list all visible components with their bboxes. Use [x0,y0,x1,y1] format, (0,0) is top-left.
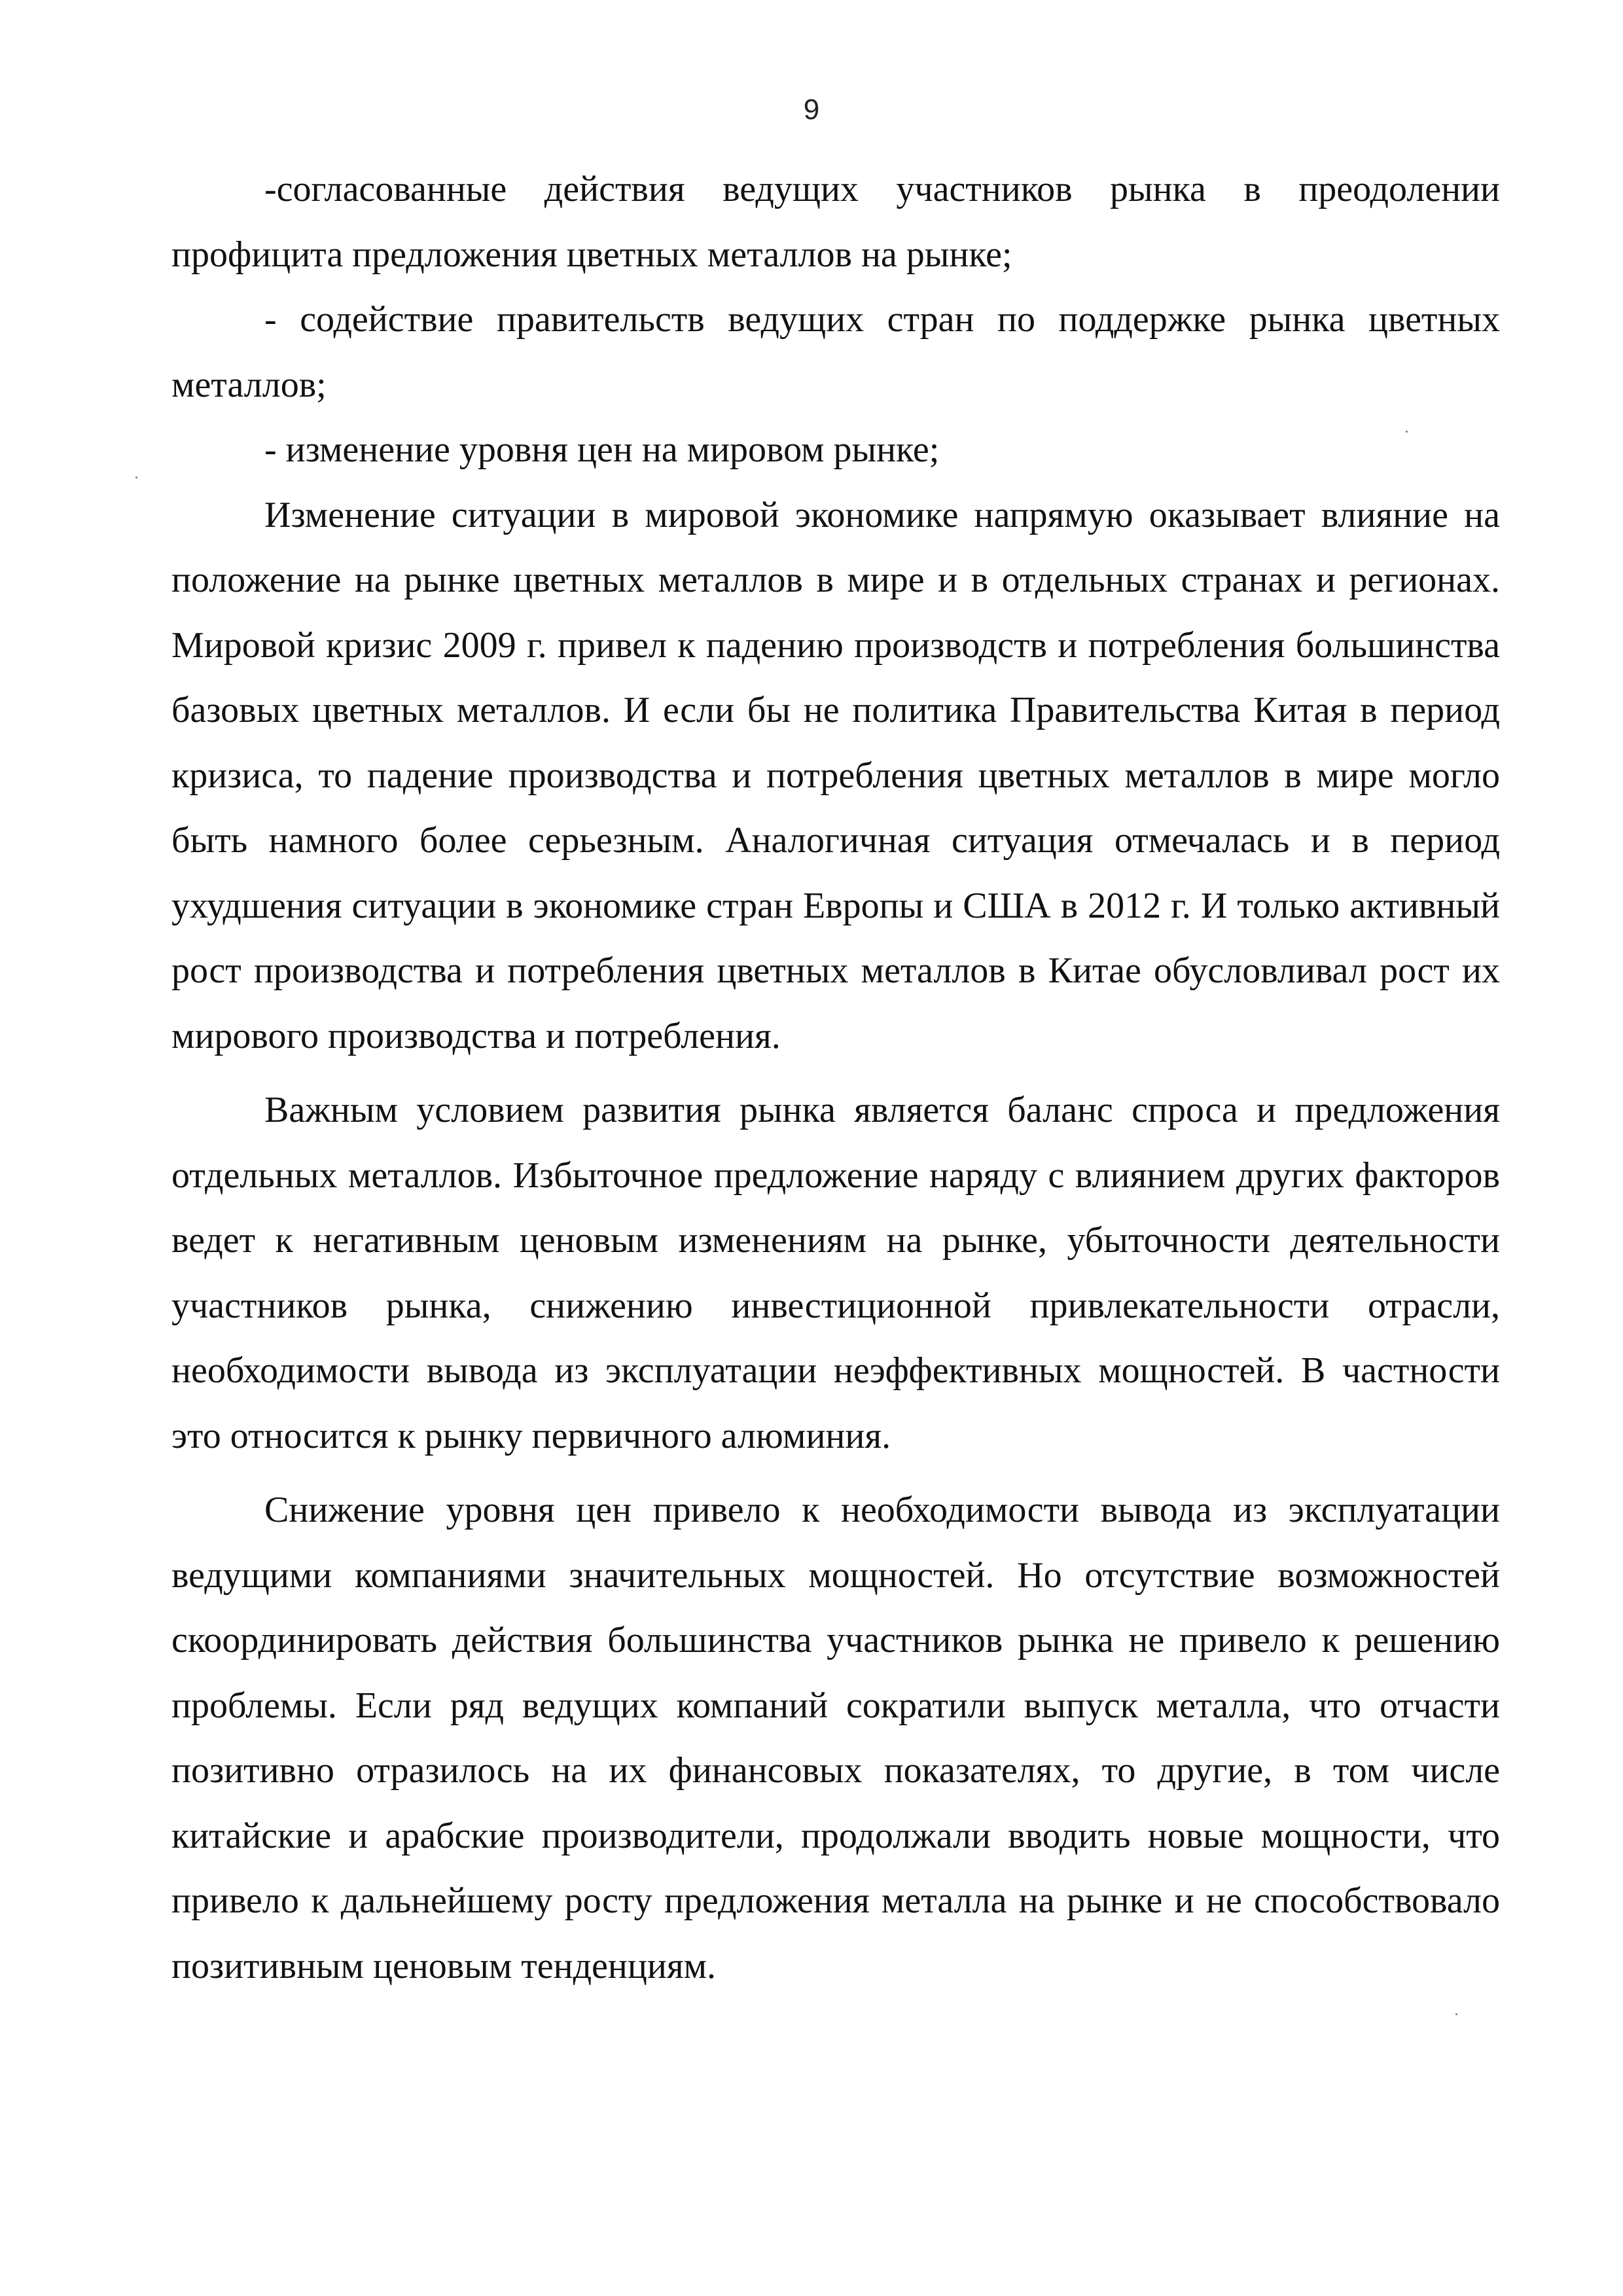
scan-speck [135,476,137,478]
page-number: 9 [803,94,820,126]
paragraph-supply-demand: Важным условием развития рынка является баланс спроса и предложения отдельных металлов. Избыточное предложение наряду с влиянием других факторов ведет к негативным ценовым изменениям на рынке, убыточности деятельности участников рынка, снижению инвестиционной привлекательности отрасли, необходимости вывода из эксплуатации неэффективных мощностей. В частности это относится к рынку первичного алюминия. [171,1090,1500,1456]
paragraph-price-decline: Снижение уровня цен привело к необходимости вывода из эксплуатации ведущими компаниями значительных мощностей. Но отсутствие возможностей скоординировать действия большинства участников рынка не привело к решению проблемы. Если ряд ведущих компаний сократили выпуск металла, что отчасти позитивно отразилось на их финансовых показателях, то другие, в том числе китайские и арабские производители, продолжали вводить новые мощности, что привело к дальнейшему росту предложения металла на рынке и не способствовало позитивным ценовым тенденциям. [171,1490,1500,1986]
paragraph-world-economy: Изменение ситуации в мировой экономике напрямую оказывает влияние на положение на рынке цветных металлов в мире и в отдельных странах и регионах. Мировой кризис 2009 г. привел к падению производств и потребления большинства базовых цветных металлов. И если бы не политика Правительства Китая в период кризиса, то падение производства и потребления цветных металлов в мире могло быть намного более серьезным. Аналогичная ситуация отмечалась и в период ухудшения ситуации в экономике стран Европы и США в 2012 г. И только активный рост производства и потребления цветных металлов в Китае обусловливал рост их мирового производства и потребления. [171,494,1500,1056]
paragraph-government-support: - содействие правительств ведущих стран по поддержке рынка цветных металлов; [171,299,1500,405]
scan-speck [1406,431,1408,433]
paragraph-price-change: - изменение уровня цен на мировом рынке; [264,429,940,470]
paragraph-coordinated-actions: -согласованные действия ведущих участников рынка в преодолении профицита предложения цветных металлов на рынке; [171,169,1500,275]
body-text [171,157,1500,1999]
scan-speck [1455,2013,1457,2015]
